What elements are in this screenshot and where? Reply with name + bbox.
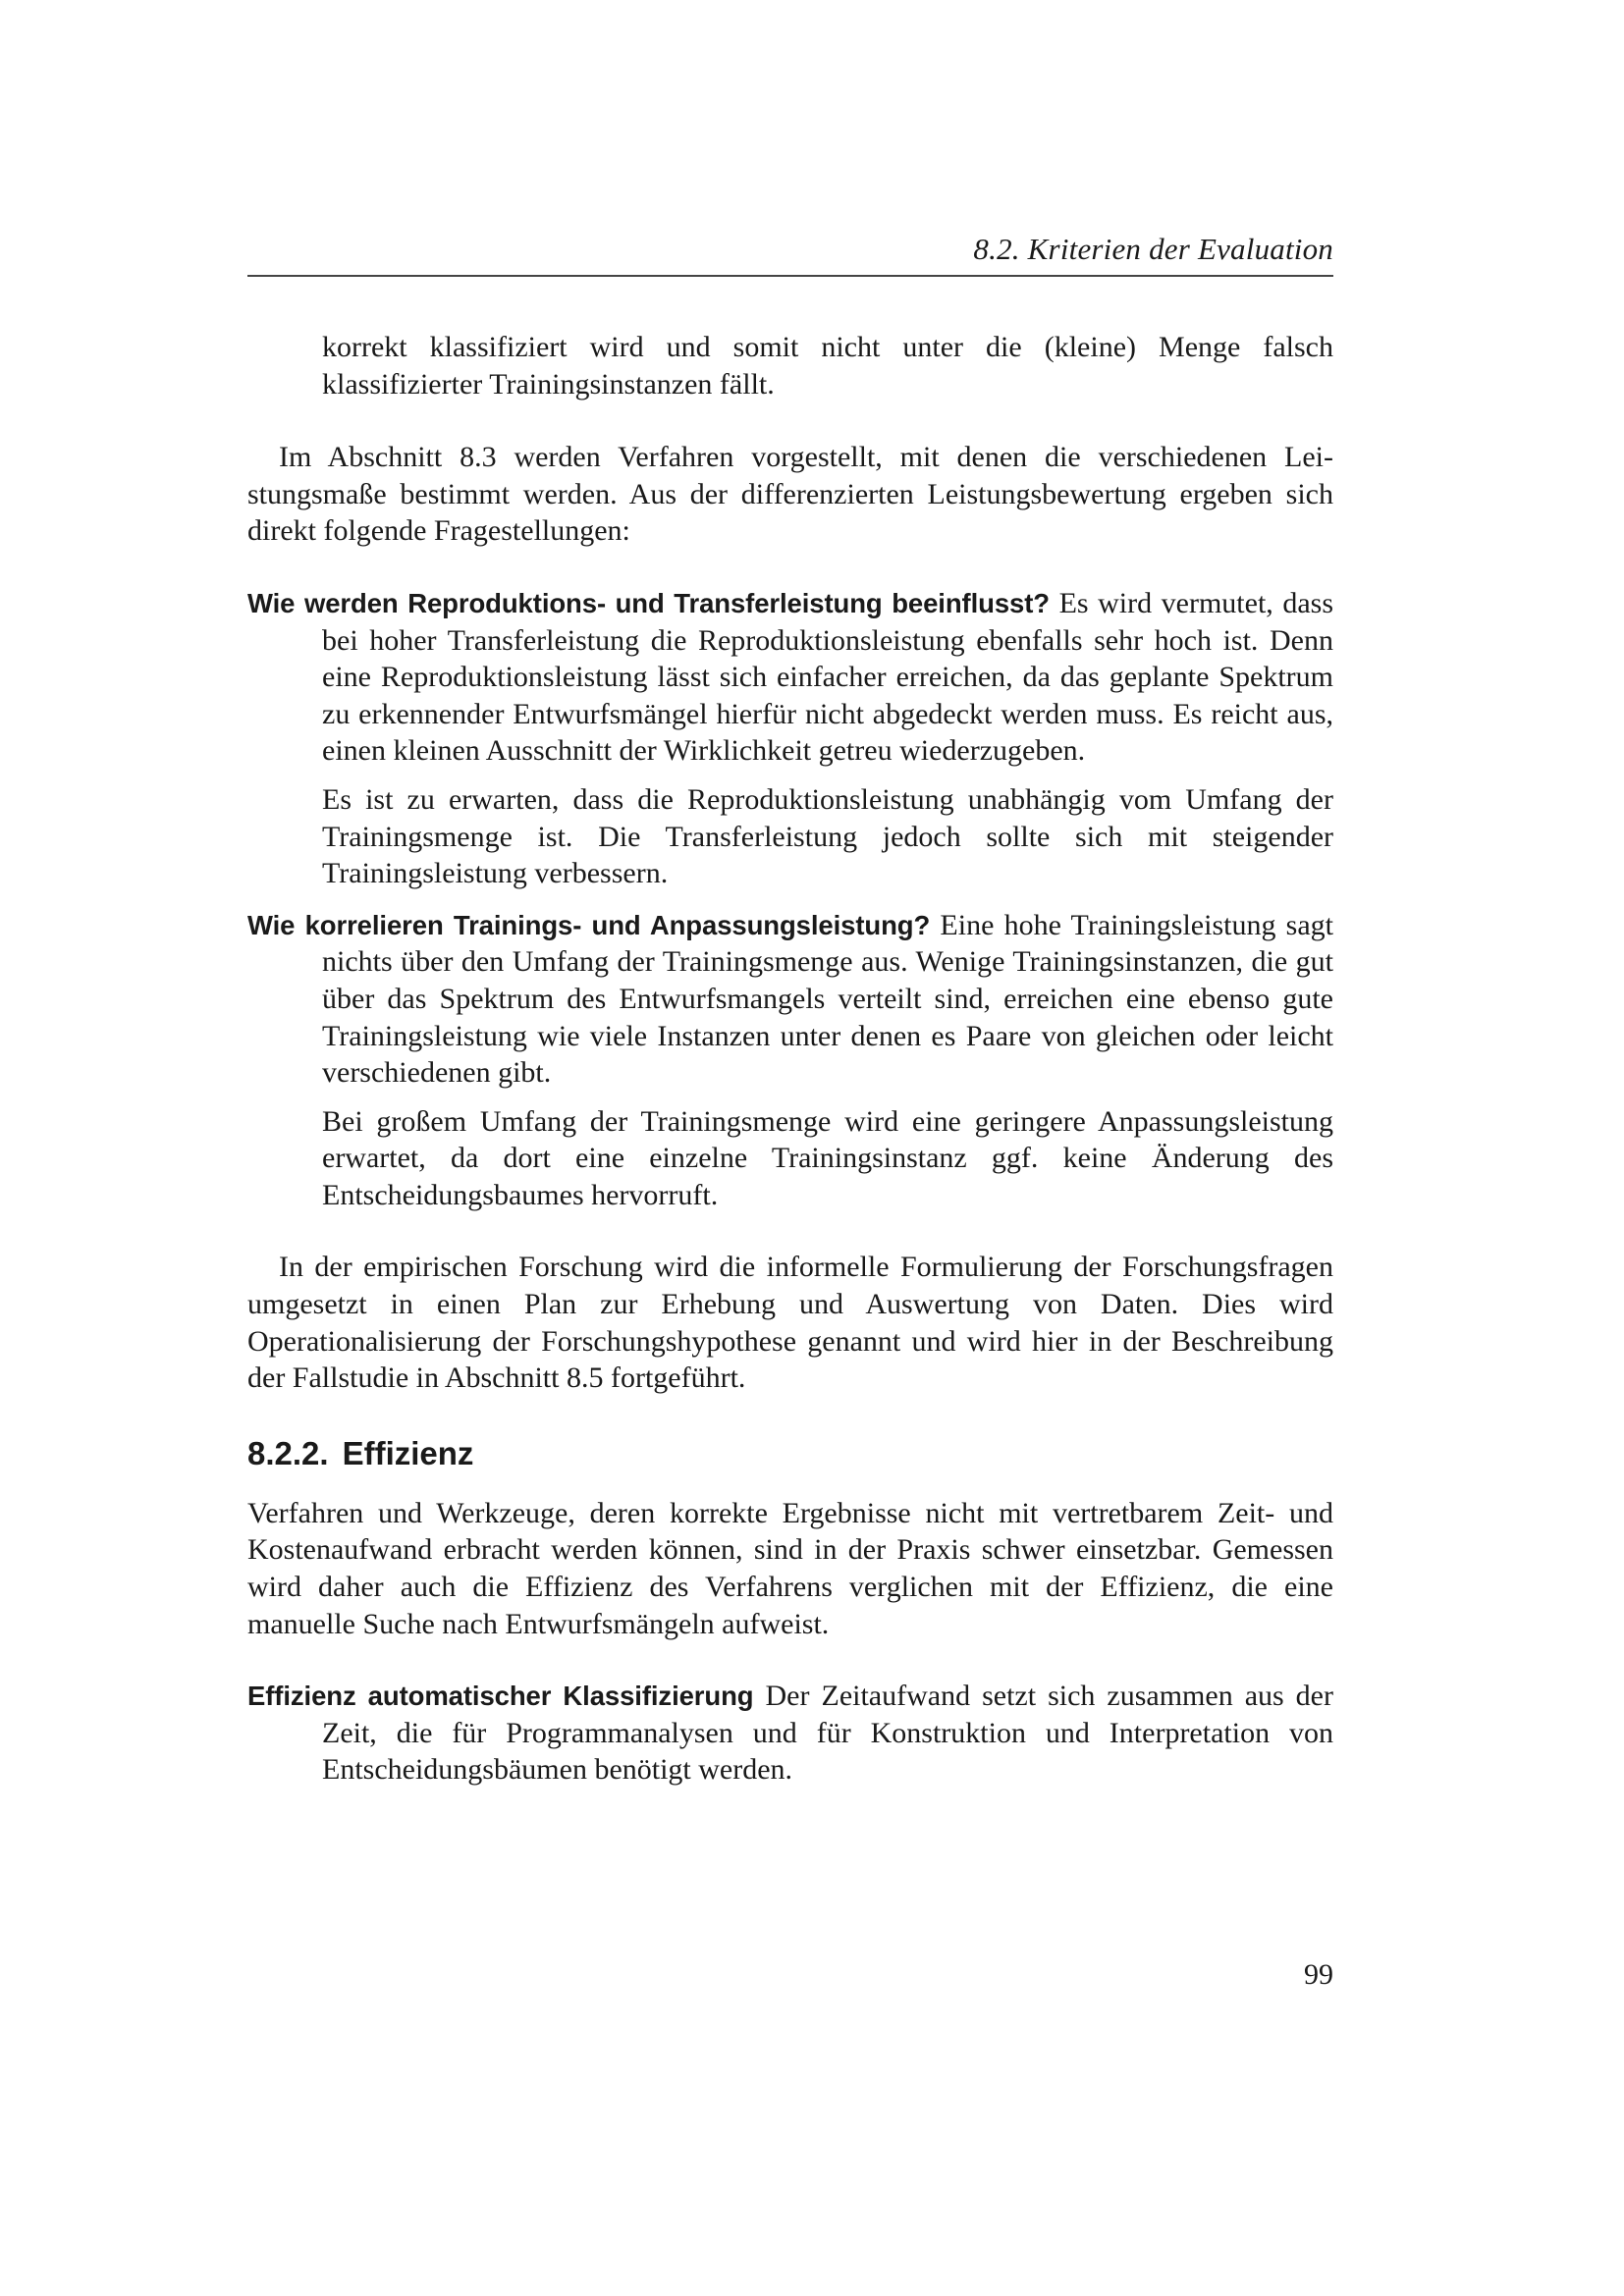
description-item-efficiency bbox=[247, 1678, 1333, 1789]
description-continuation: Es ist zu erwarten, dass die Reproduktionsleistung unabhängig vom Umfang der Trainingsmenge ist. Die Transferleistung jedoch sollte sich mit steigender Trainingsleistung verbessern. bbox=[322, 782, 1333, 890]
research-paragraph: In der empirischen Forschung wird die informelle Formulierung der Forschungsfragen umgesetzt in einen Plan zur Erhebung und Auswertung von Daten. Dies wird Operationalisierung der Forschungshypothese genannt und wird hier in der Beschreibung der Fallstudie in Abschnitt 8.5 fortgeführt. bbox=[247, 1251, 1333, 1395]
section-number: 8.2.2. bbox=[247, 1434, 329, 1471]
description-item-correlation bbox=[247, 907, 1333, 1214]
efficiency-paragraph: Verfahren und Werkzeuge, deren korrekte Ergebnisse nicht mit vertretbarem Zeit- und Kostenaufwand erbracht werden können, sind in der Praxis schwer einsetzbar. Gemessen wird daher auch die Effizienz des Verfahrens verglichen mit der Effizienz, die eine manuelle Suche nach Entwurfsmängeln aufweist. bbox=[247, 1496, 1333, 1640]
description-text: Der Zeitaufwand setzt sich zusammen aus der Zeit, die für Programmanalysen und für Konstruktion und Interpretation von Entscheidungsbäumen benötigt werden. bbox=[322, 1680, 1333, 1787]
page-number: 99 bbox=[1304, 1958, 1333, 1991]
description-text: Es wird vermutet, dass bei hoher Transferleistung die Reproduktionsleistung ebenfalls sehr hoch ist. Denn eine Reproduktionsleistung lässt sich einfacher erreichen, da das geplante Spektrum zu erkennender Entwurfsmängel hierfür nicht abgedeckt werden muss. Es reicht aus, einen kleinen Ausschnitt der Wirklichkeit getreu wiederzugeben. bbox=[322, 586, 1334, 768]
description-continuation: Bei großem Umfang der Trainingsmenge wird eine geringere Anpassungsleistung erwartet, da dort eine einzelne Trainingsinstanz ggf. keine Änderung des Entscheidungsbaumes hervorruft. bbox=[322, 1104, 1333, 1211]
description-spacer bbox=[930, 909, 940, 941]
description-spacer bbox=[1050, 587, 1059, 619]
continued-paragraph: korrekt klassifiziert wird und somit nicht unter die (kleine) Menge falsch klassifizierter Trainingsinstanzen fällt. bbox=[322, 331, 1333, 400]
page-body bbox=[247, 329, 1333, 1789]
section-title: Effizienz bbox=[342, 1434, 474, 1471]
description-term: Wie werden Reproduktions- und Transferleistung beeinflusst? bbox=[247, 587, 1050, 618]
running-head: 8.2. Kriterien der Evaluation bbox=[973, 232, 1333, 266]
description-item-reproduction bbox=[247, 585, 1333, 892]
description-term: Effizienz automatischer Klassifizierung bbox=[247, 1681, 754, 1712]
description-item-body bbox=[247, 585, 1334, 770]
description-text: Eine hohe Trainingsleistung sagt nichts über den Umfang der Trainingsmenge aus. Wenige Trainingsinstanzen, die gut über das Spektrum des Entwurfsmangels verteilt sind, erreichen eine ebenso gute Trainingsleistung wie viele Instanzen unter denen es Paare von gleichen oder leicht verschiedenen gibt. bbox=[322, 908, 1333, 1090]
description-term: Wie korrelieren Trainings- und Anpassungsleistung? bbox=[247, 909, 931, 940]
header-rule bbox=[247, 275, 1333, 277]
section-heading bbox=[247, 1434, 1333, 1473]
book-page bbox=[247, 0, 1333, 2296]
description-spacer bbox=[754, 1680, 766, 1712]
description-item-body bbox=[247, 1678, 1333, 1789]
intro-paragraph: Im Abschnitt 8.3 werden Verfahren vorgestellt, mit denen die verschiedenen Leistungsmaße bestimmt werden. Aus der differenzierten Leistungsbewertung ergeben sich direkt folgende Fragestellungen: bbox=[247, 441, 1333, 548]
description-item-body bbox=[247, 907, 1333, 1092]
